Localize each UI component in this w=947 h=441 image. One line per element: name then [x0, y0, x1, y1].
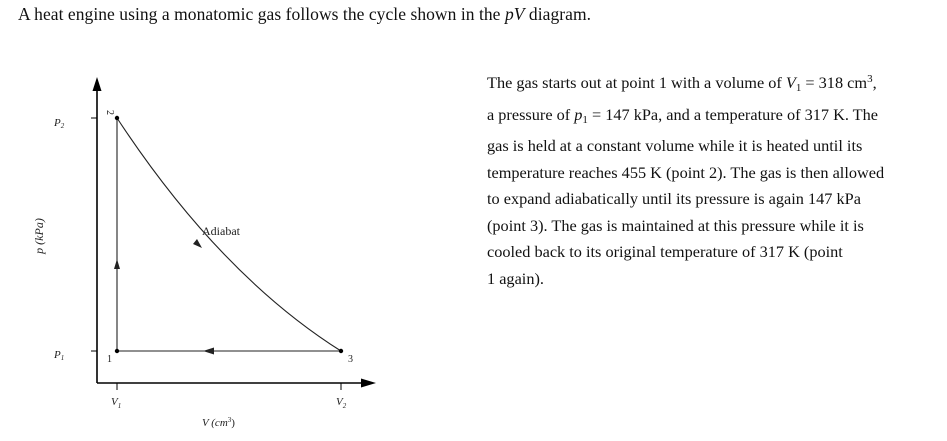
- problem-line-6: (point 3). The gas is maintained at this pressure while it is: [487, 215, 864, 235]
- v2-label: [336, 396, 347, 410]
- p1-label: [53, 349, 64, 362]
- x-axis-label-close: ): [231, 417, 235, 429]
- y-axis-arrowhead: [93, 77, 102, 91]
- isochoric-arrow: [114, 259, 120, 269]
- isobaric-arrow: [203, 348, 214, 355]
- y-axis-label: p (kPa): [32, 218, 46, 254]
- problem-paragraph: [487, 66, 937, 292]
- l1-text-c: ,: [872, 73, 877, 92]
- l1-exp: 3: [867, 73, 873, 85]
- problem-line-3: gas is held at a constant volume while it is heated until its: [487, 136, 863, 155]
- v1-label-main: V: [111, 396, 118, 408]
- l2-text-b: = 147 kPa, and a temperature of 317 K. The: [587, 104, 878, 124]
- point-3-marker: [339, 349, 343, 353]
- p2-label-sub: 2: [60, 122, 65, 130]
- title-var-v: V: [513, 4, 525, 24]
- problem-line-5: to expand adiabatically until its pressure is again 147 kPa: [487, 189, 861, 208]
- p1-label-main: P: [54, 349, 61, 361]
- l1-text-a: The gas starts out at point 1 with a volume of: [487, 73, 786, 92]
- adiabat-arrow: [193, 239, 202, 248]
- x-axis-arrowhead: [361, 379, 376, 388]
- title-text-start: A heat engine using a monatomic gas follows the cycle shown in the: [18, 4, 505, 24]
- v1-label-sub: 1: [117, 402, 122, 410]
- p2-label: [53, 117, 65, 130]
- x-axis-label-main: V (cm: [202, 417, 228, 429]
- l2-var-p-sub: 1: [582, 113, 588, 126]
- x-axis-label: [202, 416, 235, 429]
- point-3-label: 3: [348, 354, 353, 365]
- point-1-label: 1: [107, 354, 112, 365]
- point-2-marker: [115, 116, 119, 120]
- p1-label-sub: 1: [60, 354, 65, 362]
- l2-var-p: p: [574, 104, 583, 124]
- l1-var-v: V: [785, 73, 796, 92]
- p2-label-main: P: [54, 117, 61, 129]
- problem-line-4: temperature reaches 455 K (point 2). The gas is then allowed: [487, 162, 885, 182]
- problem-line-2: [487, 102, 937, 134]
- l2-text-a: a pressure of: [487, 104, 575, 124]
- adiabat-label: Adiabat: [202, 224, 240, 238]
- problem-line-7: cooled back to its original temperature of 317 K (point: [487, 242, 843, 261]
- title-var-p: p: [504, 4, 514, 24]
- x-axis-label-exp: 3: [227, 416, 232, 424]
- v1-label: [111, 396, 121, 410]
- problem-statement: [487, 66, 937, 292]
- title-text-end: diagram.: [524, 4, 592, 24]
- l1-var-v-sub: 1: [795, 82, 802, 94]
- point-1-marker: [115, 349, 119, 353]
- v2-label-sub: 2: [342, 402, 347, 410]
- l1-text-b: = 318 cm: [801, 73, 868, 92]
- problem-line-8: 1 again).: [487, 268, 544, 288]
- problem-line-1: [487, 66, 937, 102]
- pv-diagram: [0, 0, 470, 441]
- point-2-label: 2: [104, 110, 115, 115]
- v2-label-main: V: [336, 396, 343, 408]
